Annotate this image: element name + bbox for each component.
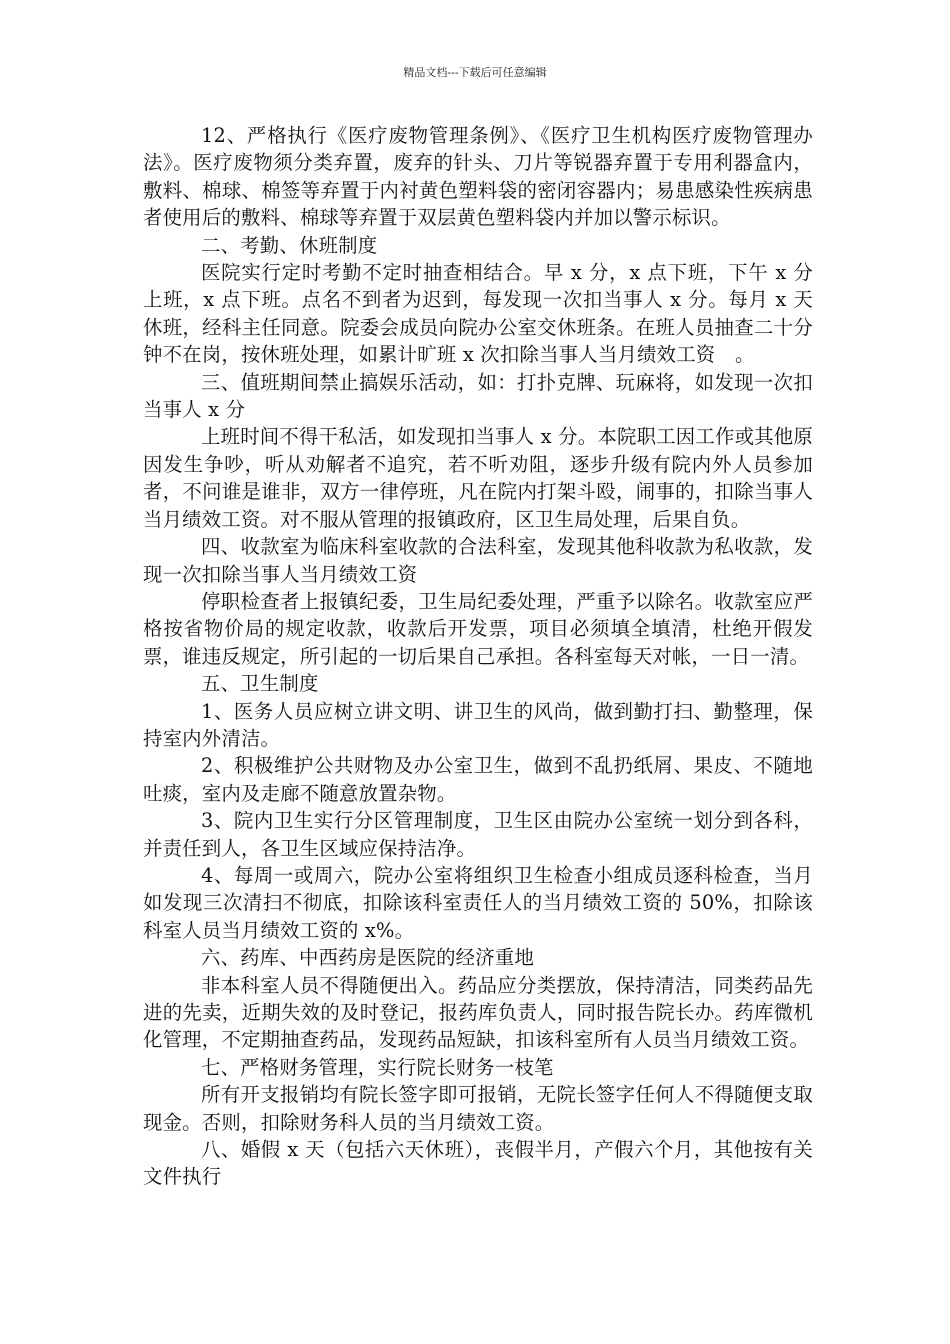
paragraph-hygiene-3: 3、院内卫生实行分区管理制度，卫生区由院办公室统一划分到各科，并责任到人，各卫生区域应保持洁净。 [143, 809, 813, 860]
paragraph-hygiene-1: 1、医务人员应树立讲文明、讲卫生的风尚，做到勤打扫、勤整理，保持室内外清洁。 [143, 699, 813, 750]
section-heading-duty-entertainment: 三、值班期间禁止搞娱乐活动，如：打扑克牌、玩麻将，如发现一次扣当事人 x 分 [143, 370, 813, 422]
document-body [143, 122, 813, 1191]
section-heading-attendance: 二、考勤、休班制度 [201, 233, 378, 257]
paragraph-private-work: 上班时间不得干私活，如发现扣当事人 x 分。本院职工因工作或其他原因发生争吵，听从劝解者不追究，若不听劝阻，逐步升级有院内外人员参加者，不问谁是谁非，双方一律停班，凡在院内打架斗殴，闹事的，扣除当事人当月绩效工资。对不服从管理的报镇政府，区卫生局处理，后果自负。 [143, 425, 813, 531]
section-heading-hygiene: 五、卫生制度 [201, 672, 319, 696]
section-heading-leave: 八、婚假 x 天（包括六天休班），丧假半月，产假六个月，其他按有关文件执行 [143, 1138, 813, 1189]
paragraph-hygiene-4: 4、每周一或周六，院办公室将组织卫生检查小组成员逐科检查，当月如发现三次清扫不彻底，扣除该科室责任人的当月绩效工资的 50%，扣除该科室人员当月绩效工资的 x%。 [143, 863, 813, 942]
page-header: 精品文档---下载后可任意编辑 [403, 66, 547, 79]
section-heading-finance: 七、严格财务管理，实行院长财务一枝笔 [201, 1055, 554, 1079]
section-heading-cashier: 四、收款室为临床科室收款的合法科室，发现其他科收款为私收款，发现一次扣除当事人当月绩效工资 [143, 535, 813, 586]
paragraph-pharmacy: 非本科室人员不得随便出入。药品应分类摆放，保持清洁，同类药品先进的先卖，近期失效的及时登记，报药库负责人，同时报告院长办。药库微机化管理，不定期抽查药品，发现药品短缺，扣该科室所有人员当月绩效工资。 [143, 973, 813, 1052]
paragraph-finance: 所有开支报销均有院长签字即可报销，无院长签字任何人不得随便支取现金。否则，扣除财务科人员的当月绩效工资。 [143, 1083, 813, 1134]
section-heading-pharmacy: 六、药库、中西药房是医院的经济重地 [201, 946, 535, 970]
paragraph-attendance: 医院实行定时考勤不定时抽查相结合。早 x 分，x 点下班，下午 x 分上班，x 点下班。点名不到者为迟到，每发现一次扣当事人 x 分。每月 x 天休班，经科主任同意。院委会成员向院办公室交休班条。在班人员抽查二十分钟不在岗，按休班处理，如累计旷班 x 次扣除当事人当月绩效工资 。 [143, 261, 813, 367]
paragraph-cashier: 停职检查者上报镇纪委，卫生局纪委处理，严重予以除名。收款室应严格按省物价局的规定收款，收款后开发票，项目必须填全填清，杜绝开假发票，谁违反规定，所引起的一切后果自己承担。各科室每天对帐，一日一清。 [143, 589, 813, 668]
paragraph-hygiene-2: 2、积极维护公共财物及办公室卫生，做到不乱扔纸屑、果皮、不随地吐痰，室内及走廊不随意放置杂物。 [143, 754, 813, 805]
paragraph-medical-waste: 12、严格执行《医疗废物管理条例》、《医疗卫生机构医疗废物管理办法》。医疗废物须分类弃置，废弃的针头、刀片等锐器弃置于专用利器盒内，敷料、棉球、棉签等弃置于内衬黄色塑料袋的密闭容器内；易患感染性疾病患者使用后的敷料、棉球等弃置于双层黄色塑料袋内并加以警示标识。 [143, 124, 813, 230]
